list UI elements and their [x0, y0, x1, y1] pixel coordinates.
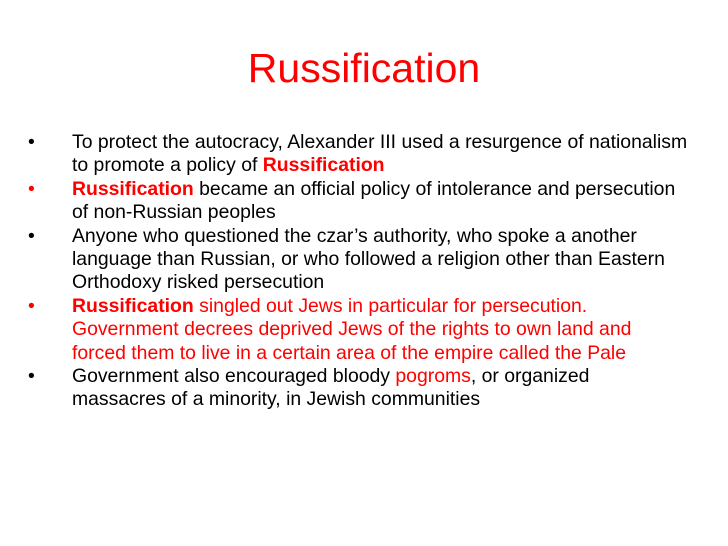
bullet-dot-icon: •: [28, 294, 35, 317]
bullet-item: [28, 365, 688, 412]
bullet-dot-icon: •: [28, 224, 35, 247]
bullet-text: , or organized massacres of a minority, in Jewish communities: [72, 365, 590, 411]
bullet-highlight: Russification: [72, 294, 194, 317]
bullet-dot-icon: •: [28, 177, 35, 200]
bullet-text: Government also encouraged bloody: [72, 365, 396, 388]
bullet-item: [28, 225, 688, 295]
bullet-highlight: Russification: [72, 177, 194, 200]
bullet-item: [28, 295, 688, 365]
bullet-text: became an official policy of intolerance and persecution of non-Russian peoples: [72, 177, 676, 224]
bullet-text: To protect the autocracy, Alexander III used a resurgence of nationalism to promote a policy of: [72, 131, 688, 177]
bullet-highlight: Russification: [262, 154, 385, 177]
bullet-text: singled out Jews in particular for persecution. Government decrees deprived Jews of the rights to own land and forced them to live in a certain area of the empire called the Pale: [72, 294, 632, 364]
bullet-item: [28, 131, 688, 178]
bullet-list: [28, 131, 688, 412]
bullet-dot-icon: •: [28, 131, 35, 153]
slide-title: Russification: [247, 45, 481, 91]
bullet-text: Anyone who questioned the czar’s authority, who spoke a another language than Russian, or who followed a religion other than Eastern Orthodoxy risked persecution: [72, 224, 665, 294]
bullet-item: [28, 178, 688, 225]
bullet-dot-icon: •: [28, 365, 35, 388]
bullet-highlight: pogroms: [395, 365, 471, 388]
